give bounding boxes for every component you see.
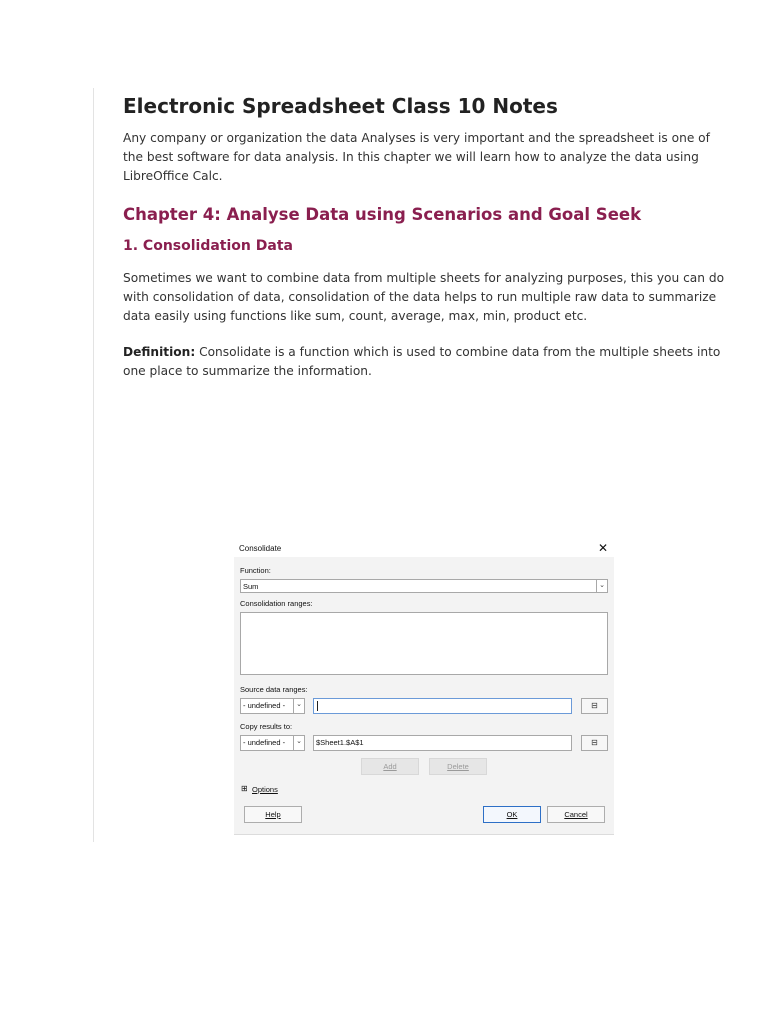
text-cursor [317,701,318,711]
dialog-bottom-border [234,834,614,835]
close-icon[interactable]: ✕ [597,541,608,555]
function-select[interactable] [240,579,608,593]
definition-paragraph [123,343,733,381]
chapter-heading: Chapter 4: Analyse Data using Scenarios and Goal Seek [123,205,642,224]
expand-icon[interactable]: ⊞ [241,784,248,793]
source-range-input[interactable] [313,698,572,714]
help-button[interactable]: Help [244,806,302,823]
ranges-label: Consolidation ranges: [240,599,313,608]
shrink-copy-icon[interactable]: ⊟ [581,735,608,751]
source-dropdown[interactable] [240,698,305,714]
copy-results-value: $Sheet1.$A$1 [316,738,364,747]
left-rule [93,88,94,842]
definition-label: Definition: [123,345,196,359]
copy-label: Copy results to: [240,722,293,731]
intro-paragraph: Any company or organization the data Analyses is very important and the spreadsheet is one of the best software for data analysis. In this chapter we will learn how to analyze the data using LibreOffice Calc. [123,131,710,183]
cancel-button[interactable]: Cancel [547,806,605,823]
source-dropdown-value: - undefined - [243,701,286,710]
copy-results-input[interactable] [313,735,572,751]
add-button[interactable]: Add [361,758,419,775]
source-label: Source data ranges: [240,685,308,694]
chevron-down-icon[interactable]: ⌄ [596,580,607,592]
consolidate-dialog-screenshot [234,539,614,835]
chevron-down-icon[interactable]: ⌄ [293,699,304,713]
delete-button[interactable]: Delete [429,758,487,775]
section-heading: 1. Consolidation Data [123,238,293,254]
shrink-source-icon[interactable]: ⊟ [581,698,608,714]
chevron-down-icon[interactable]: ⌄ [293,736,304,750]
function-label: Function: [240,566,271,575]
dialog-titlebar [234,539,614,557]
page-title: Electronic Spreadsheet Class 10 Notes [123,94,558,118]
ok-button[interactable]: OK [483,806,541,823]
definition-text: Consolidate is a function which is used to combine data from the multiple sheets into one place to summarize the information. [123,345,721,378]
function-value: Sum [243,582,259,591]
copy-dropdown[interactable] [240,735,305,751]
dialog-title: Consolidate [239,544,282,553]
copy-dropdown-value: - undefined - [243,738,286,747]
consolidation-ranges-list[interactable] [240,612,608,675]
consolidation-paragraph: Sometimes we want to combine data from multiple sheets for analyzing purposes, this you can do with consolidation of data, consolidation of the data helps to run multiple raw data to summarize data easily using functions like sum, count, average, max, min, product etc. [123,271,725,323]
options-expander[interactable]: Options [252,785,278,794]
article [123,92,733,381]
